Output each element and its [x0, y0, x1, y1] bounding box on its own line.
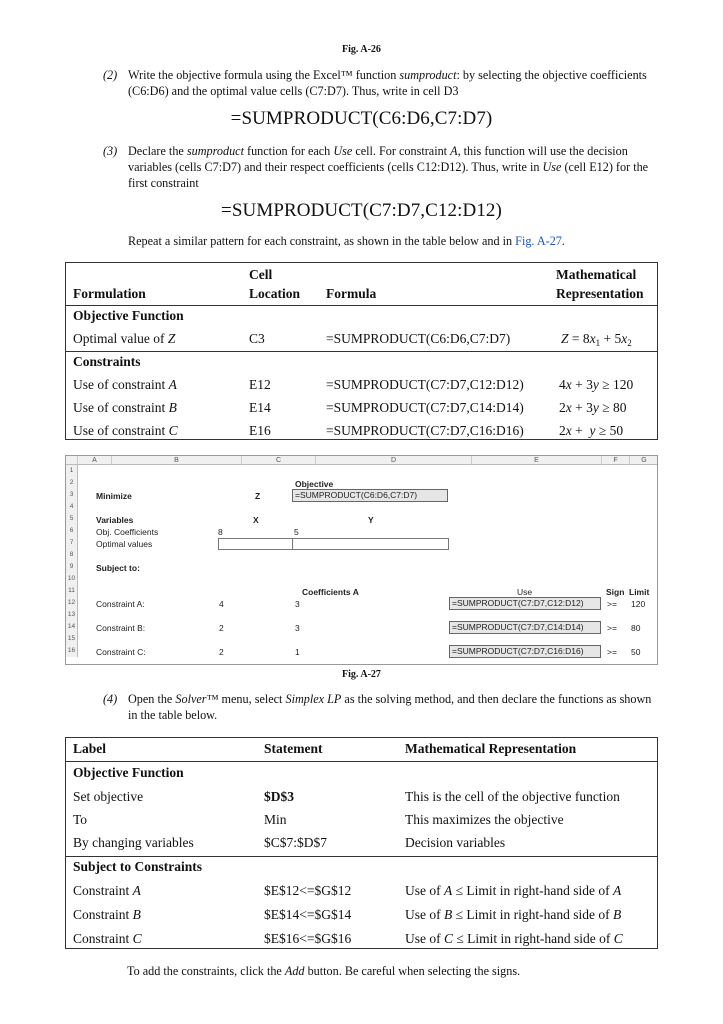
constraint-c-math: Use of C ≤ Limit in right-hand side of C [405, 931, 623, 946]
header-cell-line2: Location [249, 286, 301, 301]
constraint-a-label: Use of constraint A [73, 377, 177, 392]
to-label: To [73, 812, 88, 827]
constraint-c-label: Constraint C [73, 931, 142, 946]
step-number: (2) [103, 68, 118, 82]
header-math: Mathematical Representation [405, 741, 577, 756]
y-label: Y [368, 515, 374, 525]
row-header-1[interactable]: 1 [66, 465, 78, 477]
constraint-c-statement: $E$16<=$G$16 [264, 931, 352, 946]
constraint-a-coef-c[interactable]: 4 [219, 599, 224, 609]
header-label: Label [73, 741, 107, 756]
optimal-values-label: Optimal values [96, 539, 153, 549]
constraint-a-coef-d[interactable]: 3 [295, 599, 300, 609]
divider [66, 305, 657, 306]
constraint-b-formula: =SUMPRODUCT(C7:D7,C14:D14) [326, 400, 524, 415]
section-constraints: Constraints [73, 354, 141, 369]
limit-label: Limit [629, 587, 650, 597]
constraint-a-cell: E12 [249, 377, 271, 392]
row-header-13[interactable]: 13 [66, 609, 78, 621]
row-header-4[interactable]: 4 [66, 501, 78, 513]
add-button-reference: Add [284, 964, 305, 978]
objective-label: Objective [295, 479, 334, 489]
constraint-c-label: Constraint C: [96, 647, 146, 657]
constraint-b-statement: $E$14<=$G$14 [264, 907, 352, 922]
constraint-b-sign: >= [607, 623, 617, 633]
constraint-b-label: Use of constraint B [73, 400, 177, 415]
set-objective-label: Set objective [73, 789, 144, 804]
row-header-3[interactable]: 3 [66, 489, 78, 501]
constraint-c-label: Use of constraint C [73, 423, 178, 438]
objective-cell: C3 [249, 331, 265, 346]
variables-label: Variables [96, 515, 134, 525]
coefficients-a-label: Coefficients A [302, 587, 359, 597]
subject-to-label: Subject to: [96, 563, 140, 573]
repeat-paragraph: Repeat a similar pattern for each constraint, as shown in the table below and in Fig. A-27. [128, 234, 565, 248]
row-header-8[interactable]: 8 [66, 549, 78, 561]
constraint-b-coef-c[interactable]: 2 [219, 623, 224, 633]
row-header-6[interactable]: 6 [66, 525, 78, 537]
row-header-9[interactable]: 9 [66, 561, 78, 573]
corner-cell [66, 456, 78, 465]
row-header-11[interactable]: 11 [66, 585, 78, 597]
constraint-b-math: Use of B ≤ Limit in right-hand side of B [405, 907, 622, 922]
header-formulation: Formulation [73, 286, 146, 301]
solver-table [65, 737, 658, 949]
coef-x-value[interactable]: 8 [218, 527, 223, 537]
constraint-a-statement: $E$12<=$G$12 [264, 883, 352, 898]
section-objective-function: Objective Function [73, 308, 184, 323]
optimal-x-cell[interactable] [218, 538, 293, 550]
z-label: Z [255, 491, 261, 501]
step-number: (3) [103, 144, 118, 158]
column-header-b[interactable]: B [112, 456, 242, 465]
changing-variables-statement: $C$7:$D$7 [264, 835, 328, 850]
objective-formula-cell[interactable]: =SUMPRODUCT(C6:D6,C7:D7) [292, 489, 448, 502]
constraint-b-math: 2x + 3y ≥ 80 [559, 400, 627, 415]
header-formula: Formula [326, 286, 377, 301]
x-label: X [253, 515, 259, 525]
divider [66, 351, 657, 352]
constraint-a-label: Constraint A: [96, 599, 145, 609]
optimal-y-cell[interactable] [292, 538, 449, 550]
constraint-c-cell: E16 [249, 423, 271, 438]
use-label: Use [517, 587, 533, 597]
figure-caption-a27: Fig. A-27 [342, 669, 381, 680]
column-header-e[interactable]: E [472, 456, 602, 465]
changing-variables-math: Decision variables [405, 835, 506, 850]
step-text: Open the Solver™ menu, select Simplex LP as the solving method, and then declare the functions as shown in the table below. [128, 692, 652, 722]
constraint-a-formula: =SUMPRODUCT(C7:D7,C12:D12) [326, 377, 524, 392]
constraint-c-formula: =SUMPRODUCT(C7:D7,C16:D16) [326, 423, 524, 438]
constraint-a-label: Constraint A [73, 883, 141, 898]
figure-caption-a26: Fig. A-26 [342, 44, 381, 55]
to-statement: Min [264, 812, 287, 827]
closing-paragraph: To add the constraints, click the Add button. Be careful when selecting the signs. [127, 964, 521, 978]
constraint-a-sign: >= [607, 599, 617, 609]
header-statement: Statement [264, 741, 323, 756]
to-math: This maximizes the objective [405, 812, 564, 827]
set-objective-math: This is the cell of the objective function [405, 789, 620, 804]
objective-label: Optimal value of Z [73, 331, 176, 346]
row-header-7[interactable]: 7 [66, 537, 78, 549]
divider [66, 856, 657, 857]
row-header-16[interactable]: 16 [66, 645, 78, 657]
constraint-a-math: 4x + 3y ≥ 120 [559, 377, 634, 392]
step-3-paragraph [103, 143, 653, 193]
constraint-b-cell: E14 [249, 400, 271, 415]
column-header-c[interactable]: C [242, 456, 316, 465]
header-cell-line1: Cell [249, 267, 273, 282]
constraint-c-coef-d[interactable]: 1 [295, 647, 300, 657]
divider [66, 761, 657, 762]
changing-variables-label: By changing variables [73, 835, 194, 850]
row-header-14[interactable]: 14 [66, 621, 78, 633]
formulation-table [65, 262, 658, 440]
formula-sumproduct-objective: =SUMPRODUCT(C6:D6,C7:D7) [230, 108, 493, 129]
constraint-a-limit[interactable]: 120 [631, 599, 646, 609]
header-math-line1: Mathematical [556, 267, 637, 282]
step-text: Write the objective formula using the Excel™ function sumproduct: by selecting the objective coefficients (C6:D6) and the optimal value cells (C7:D7). Thus, write in cell D3 [128, 68, 647, 98]
constraint-c-math: 2x + y ≥ 50 [559, 423, 624, 438]
sign-label: Sign [606, 587, 625, 597]
constraint-a-use-cell[interactable]: =SUMPRODUCT(C7:D7,C12:D12) [449, 597, 601, 610]
constraint-b-label: Constraint B: [96, 623, 146, 633]
constraint-c-coef-c[interactable]: 2 [219, 647, 224, 657]
constraint-b-limit[interactable]: 80 [631, 623, 641, 633]
column-header-f[interactable]: F [602, 456, 630, 465]
section-subject-to-constraints: Subject to Constraints [73, 859, 203, 874]
step-4-paragraph [103, 691, 653, 725]
constraint-c-use-cell[interactable]: =SUMPRODUCT(C7:D7,C16:D16) [449, 645, 601, 658]
constraint-a-math: Use of A ≤ Limit in right-hand side of A [405, 883, 622, 898]
formula-sumproduct-constraint: =SUMPRODUCT(C7:D7,C12:D12) [221, 200, 502, 221]
step-text: Declare the sumproduct function for each Use cell. For constraint A, this function will use the decision variables (cells C7:D7) and their respect coefficients (cells C12:D12). Thus, write in Use (cell E12) for the first constraint [128, 144, 649, 190]
row-header-2[interactable]: 2 [66, 477, 78, 489]
constraint-b-use-cell[interactable]: =SUMPRODUCT(C7:D7,C14:D14) [449, 621, 601, 634]
row-header-12[interactable]: 12 [66, 597, 78, 609]
spreadsheet-figure [65, 455, 658, 665]
row-header-10[interactable]: 10 [66, 573, 78, 585]
constraint-c-sign: >= [607, 647, 617, 657]
section-objective-function: Objective Function [73, 765, 184, 780]
coef-y-value[interactable]: 5 [294, 527, 299, 537]
column-header-g[interactable]: G [630, 456, 658, 465]
column-header-a[interactable]: A [78, 456, 112, 465]
objective-formula: =SUMPRODUCT(C6:D6,C7:D7) [326, 331, 511, 346]
step-number: (4) [103, 692, 118, 706]
constraint-b-coef-d[interactable]: 3 [295, 623, 300, 633]
minimize-label: Minimize [96, 491, 132, 501]
header-math-line2: Representation [556, 286, 644, 301]
constraint-c-limit[interactable]: 50 [631, 647, 641, 657]
objective-math: $Z = 8x_1 + 5x_2$ [561, 331, 632, 348]
row-header-5[interactable]: 5 [66, 513, 78, 525]
figure-link[interactable]: Fig. A-27 [515, 234, 562, 248]
column-header-d[interactable]: D [316, 456, 472, 465]
obj-coefficients-label: Obj. Coefficients [96, 527, 159, 537]
row-header-15[interactable]: 15 [66, 633, 78, 645]
set-objective-statement: $D$3 [264, 789, 294, 804]
constraint-b-label: Constraint B [73, 907, 141, 922]
step-2-paragraph [103, 67, 653, 101]
